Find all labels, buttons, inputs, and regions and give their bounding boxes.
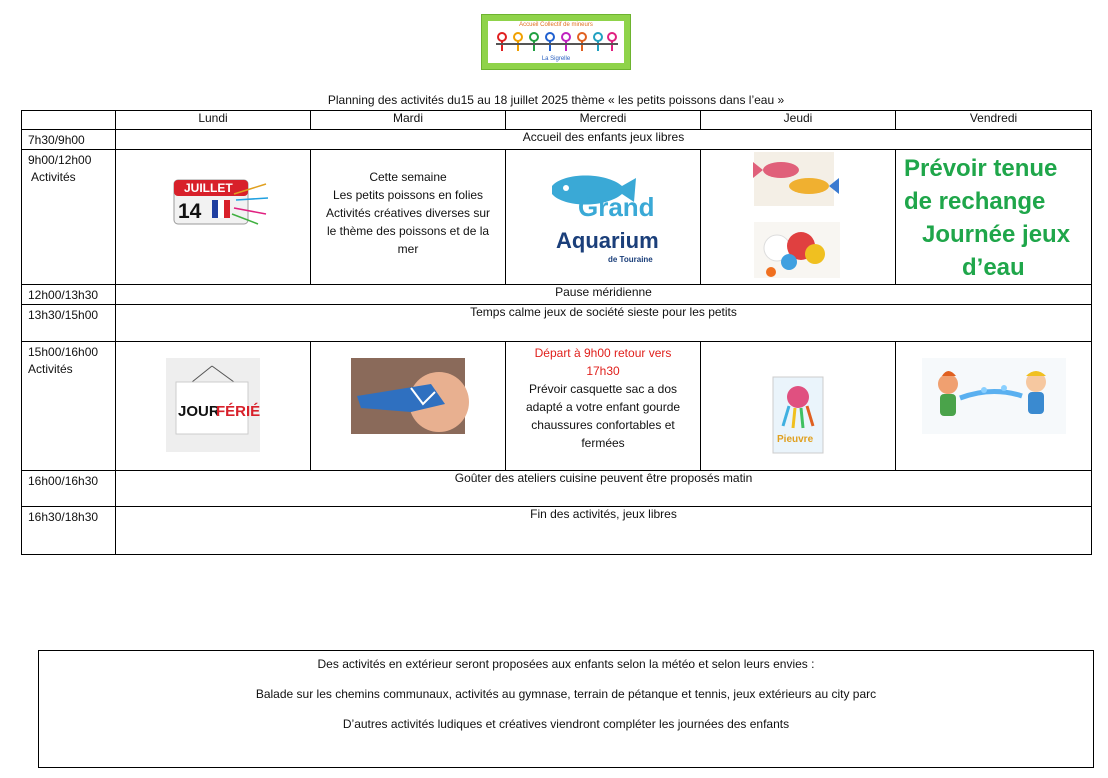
text-line: Prévoir tenue — [904, 155, 1058, 182]
water-game-kids-image — [896, 342, 1092, 467]
aquarium-word-sub: de Touraine — [608, 255, 653, 264]
aquarium-word-grand: Grand — [578, 192, 655, 222]
calendar-day: 14 — [178, 200, 202, 223]
row-morning — [22, 150, 1092, 285]
logo-name: La Sigrelle — [541, 56, 571, 62]
cell-mercredi-afternoon — [506, 342, 701, 471]
cell-lundi-afternoon — [116, 342, 311, 471]
row-midi — [22, 285, 1092, 305]
gouter-text: Goûter des ateliers cuisine peuvent être proposés matin — [116, 471, 1092, 507]
time-cell — [22, 342, 116, 471]
grand-aquarium-logo — [506, 150, 701, 280]
activities-label: Activités — [31, 170, 76, 184]
text-line: Prévoir casquette sac a dos — [528, 382, 678, 396]
text-line: 17h30 — [586, 364, 620, 378]
outdoor-activities-box — [38, 650, 1094, 768]
logo-top-text: Accueil Collectif de mineurs — [519, 22, 593, 28]
page-title: Planning des activités du15 au 18 juillet 2025 thème « les petits poissons dans l’eau » — [327, 93, 785, 107]
day-header-jeudi: Jeudi — [701, 111, 896, 130]
text-line: d’eau — [962, 254, 1025, 281]
text-line: chaussures confortables et — [531, 418, 675, 432]
calendar-july-14-image — [116, 150, 311, 280]
time-cell: 16h30/18h30 — [22, 507, 116, 555]
fish-crafts-images — [701, 150, 896, 280]
footer-line-2: Balade sur les chemins communaux, activités au gymnase, terrain de pétanque et tennis, jeux extérieurs au city parc — [255, 687, 877, 701]
cell-jeudi-morning — [701, 150, 896, 285]
shark-toy-photo — [311, 342, 506, 467]
text-line: adapté a votre enfant gourde — [525, 400, 681, 414]
day-header-mardi: Mardi — [311, 111, 506, 130]
corner-cell — [22, 111, 116, 130]
time-cell — [22, 150, 116, 285]
header-row — [22, 111, 1092, 130]
footer-line-1: Des activités en extérieur seront proposées aux enfants selon la météo et selon leurs envies : — [317, 657, 815, 671]
calendar-month: JUILLET — [184, 181, 233, 195]
sign-word-2: FÉRIÉ — [216, 403, 261, 420]
row-calme — [22, 305, 1092, 342]
day-header-mercredi: Mercredi — [506, 111, 701, 130]
calme-text: Temps calme jeux de société sieste pour les petits — [116, 305, 1092, 342]
cell-mardi-morning — [311, 150, 506, 285]
cell-lundi-morning — [116, 150, 311, 285]
text-line: Activités créatives diverses sur — [325, 206, 491, 220]
planning-table — [21, 110, 1092, 555]
row-afternoon — [22, 342, 1092, 471]
cell-mercredi-morning — [506, 150, 701, 285]
jour-ferie-sign-image — [116, 342, 311, 467]
row-fin — [22, 507, 1092, 555]
sign-word-1: JOUR — [178, 403, 220, 420]
cell-jeudi-afternoon — [701, 342, 896, 471]
mercredi-afternoon-text — [506, 342, 700, 452]
cell-vendredi-morning — [896, 150, 1092, 285]
cell-vendredi-afternoon — [896, 342, 1092, 471]
aquarium-word-main: Aquarium — [556, 228, 659, 253]
pieuvre-craft-card — [701, 342, 896, 467]
centre-logo — [481, 14, 631, 70]
text-line: Cette semaine — [369, 170, 447, 184]
fin-text: Fin des activités, jeux libres — [116, 507, 1092, 555]
text-line: Journée jeux — [922, 221, 1071, 248]
vendredi-morning-text — [896, 150, 1091, 284]
activities-label: Activités — [28, 362, 73, 376]
midi-text: Pause méridienne — [116, 285, 1092, 305]
accueil-text: Accueil des enfants jeux libres — [116, 130, 1092, 150]
cell-mardi-afternoon — [311, 342, 506, 471]
day-header-lundi: Lundi — [116, 111, 311, 130]
text-line: mer — [397, 242, 419, 256]
row-gouter — [22, 471, 1092, 507]
time-cell: 13h30/15h00 — [22, 305, 116, 342]
text-line: de rechange — [904, 188, 1046, 215]
row-accueil — [22, 130, 1092, 150]
time-cell: 12h00/13h30 — [22, 285, 116, 305]
time-cell: 7h30/9h00 — [22, 130, 116, 150]
footer-line-3: D’autres activités ludiques et créatives viendront compléter les journées des enfants — [342, 717, 790, 731]
text-line: le thème des poissons et de la — [326, 224, 490, 238]
card-label: Pieuvre — [777, 434, 814, 445]
mardi-morning-text — [311, 150, 505, 258]
time-cell: 16h00/16h30 — [22, 471, 116, 507]
text-line: Les petits poissons en folies — [332, 188, 484, 202]
time-label: 9h00/12h00 — [28, 153, 92, 167]
time-label: 15h00/16h00 — [28, 345, 99, 359]
day-header-vendredi: Vendredi — [896, 111, 1092, 130]
text-line: Départ à 9h00 retour vers — [534, 346, 672, 360]
text-line: fermées — [581, 436, 625, 450]
